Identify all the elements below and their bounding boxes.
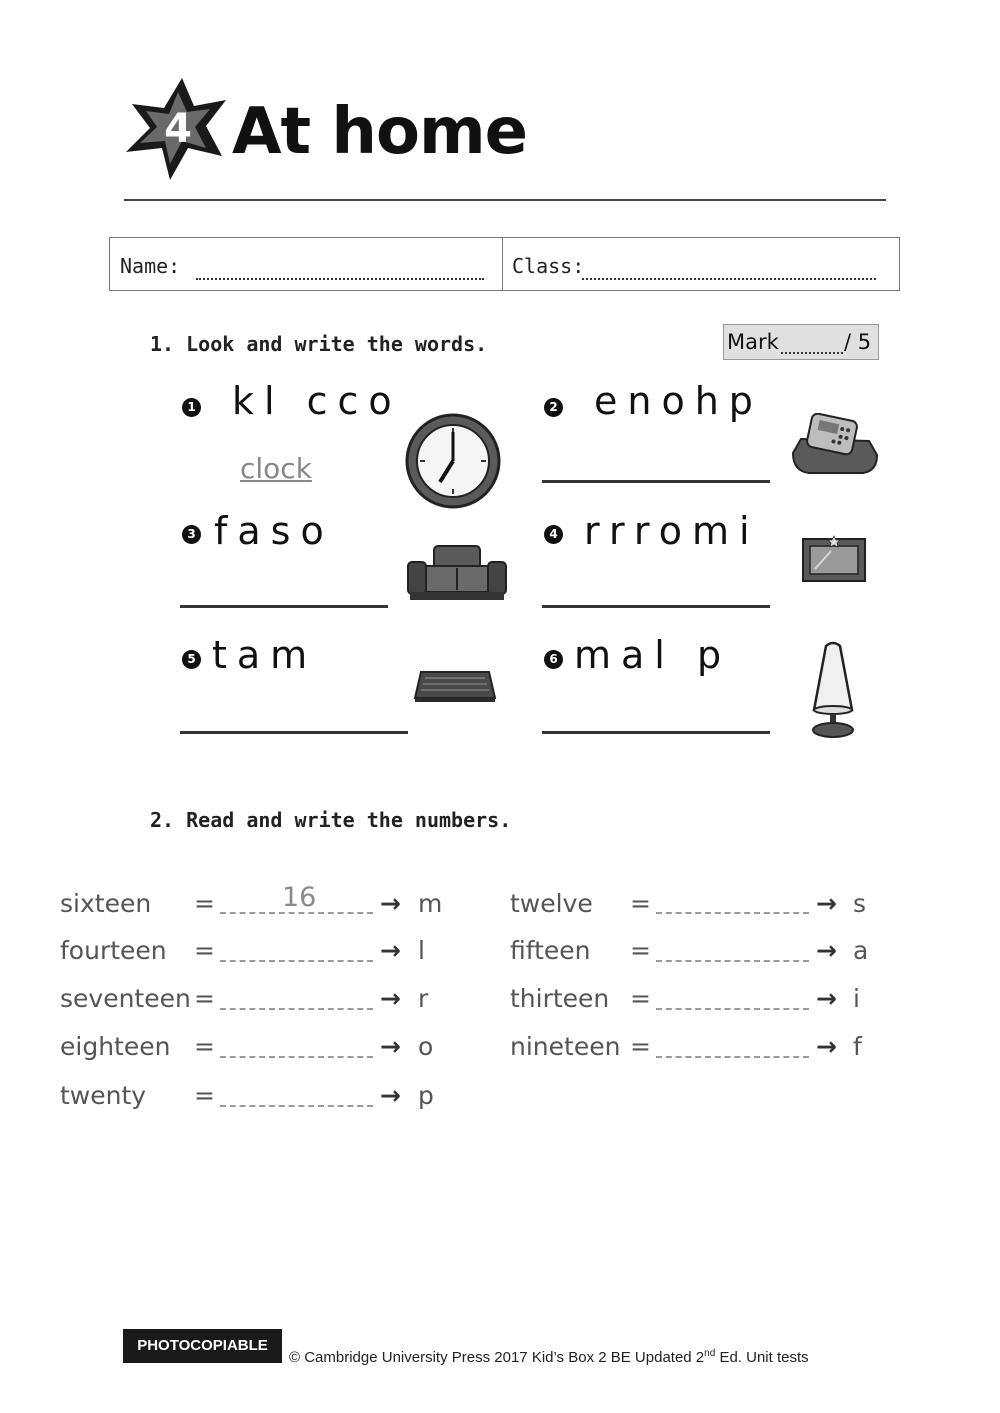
name-field[interactable] — [196, 278, 484, 280]
number-answer-field[interactable] — [220, 1056, 373, 1058]
title-divider — [124, 199, 886, 201]
student-info-box — [109, 237, 900, 291]
code-letter: a — [853, 936, 869, 965]
code-letter: p — [418, 1081, 434, 1110]
answer-line[interactable] — [542, 731, 770, 734]
code-letter: r — [418, 984, 429, 1013]
equals-sign: = — [194, 936, 215, 965]
copyright-superscript: nd — [704, 1348, 716, 1359]
code-letter: i — [853, 984, 860, 1013]
equals-sign: = — [630, 1032, 651, 1061]
number-word: fourteen — [60, 936, 167, 965]
arrow-icon: → — [816, 936, 837, 965]
arrow-icon: → — [380, 984, 401, 1013]
class-field[interactable] — [582, 278, 876, 280]
item-number-badge: 1 — [182, 398, 201, 417]
equals-sign: = — [194, 1032, 215, 1061]
code-letter: m — [418, 889, 443, 918]
clock-icon — [404, 412, 502, 510]
mark-field[interactable] — [781, 352, 843, 354]
number-answer-field[interactable] — [656, 960, 809, 962]
code-letter: o — [418, 1032, 434, 1061]
number-answer-field[interactable] — [220, 960, 373, 962]
number-word: nineteen — [510, 1032, 621, 1061]
exercise1-instruction: 1. Look and write the words. — [150, 332, 488, 356]
equals-sign: = — [630, 889, 651, 918]
example-answer: clock — [240, 452, 312, 485]
jumbled-word: tam — [212, 633, 318, 677]
number-word: fifteen — [510, 936, 591, 965]
name-cell — [110, 238, 503, 290]
copyright-suffix: Ed. Unit tests — [715, 1349, 809, 1366]
number-answer-field[interactable] — [656, 1008, 809, 1010]
number-answer-field[interactable] — [220, 1008, 373, 1010]
equals-sign: = — [630, 984, 651, 1013]
mark-label: Mark — [727, 330, 779, 354]
arrow-icon: → — [380, 889, 401, 918]
arrow-icon: → — [816, 889, 837, 918]
arrow-icon: → — [816, 984, 837, 1013]
code-letter: l — [418, 936, 425, 965]
phone-icon — [789, 413, 879, 479]
mat-icon — [413, 668, 497, 704]
sofa-icon — [406, 544, 508, 602]
equals-sign: = — [630, 936, 651, 965]
answer-line[interactable] — [542, 605, 770, 608]
item-number-badge: 4 — [544, 525, 563, 544]
answer-line[interactable] — [180, 605, 388, 608]
photocopiable-badge: PHOTOCOPIABLE — [123, 1329, 282, 1363]
item-number-badge: 6 — [544, 650, 563, 669]
jumbled-word: rrromi — [584, 509, 760, 553]
mark-total: / 5 — [844, 330, 872, 354]
item-number-badge: 2 — [544, 398, 563, 417]
jumbled-word: faso — [214, 509, 334, 553]
arrow-icon: → — [816, 1032, 837, 1061]
exercise2-instruction: 2. Read and write the numbers. — [150, 808, 512, 832]
mirror-icon — [801, 535, 867, 583]
arrow-icon: → — [380, 1032, 401, 1061]
code-letter: f — [853, 1032, 862, 1061]
code-letter: s — [853, 889, 867, 918]
number-answer-field[interactable] — [656, 1056, 809, 1058]
item-number-badge: 3 — [182, 525, 201, 544]
answer-line[interactable] — [542, 480, 770, 483]
number-word: sixteen — [60, 889, 152, 918]
lamp-icon — [806, 640, 860, 740]
equals-sign: = — [194, 889, 215, 918]
equals-sign: = — [194, 984, 215, 1013]
number-word: thirteen — [510, 984, 610, 1013]
example-number-answer: 16 — [282, 882, 317, 913]
unit-number: 4 — [164, 106, 192, 152]
number-word: eighteen — [60, 1032, 171, 1061]
unit-star-badge — [122, 76, 228, 182]
number-answer-field[interactable] — [656, 912, 809, 914]
number-word: twenty — [60, 1081, 147, 1110]
number-word: twelve — [510, 889, 593, 918]
arrow-icon: → — [380, 1081, 401, 1110]
page-title: At home — [232, 95, 528, 169]
number-word: seventeen — [60, 984, 191, 1013]
name-label: Name: — [120, 254, 181, 278]
arrow-icon: → — [380, 936, 401, 965]
copyright-text: © Cambridge University Press 2017 Kid’s Box 2 BE Updated 2 — [289, 1349, 705, 1366]
jumbled-word: kl cco — [232, 379, 402, 423]
class-label: Class: — [512, 254, 585, 278]
jumbled-word: mal p — [574, 633, 732, 677]
item-number-badge: 5 — [182, 650, 201, 669]
equals-sign: = — [194, 1081, 215, 1110]
jumbled-word: enohp — [594, 379, 763, 423]
number-answer-field[interactable] — [220, 1105, 373, 1107]
mark-box — [723, 324, 879, 360]
answer-line[interactable] — [180, 731, 408, 734]
copyright-notice — [289, 1348, 809, 1366]
